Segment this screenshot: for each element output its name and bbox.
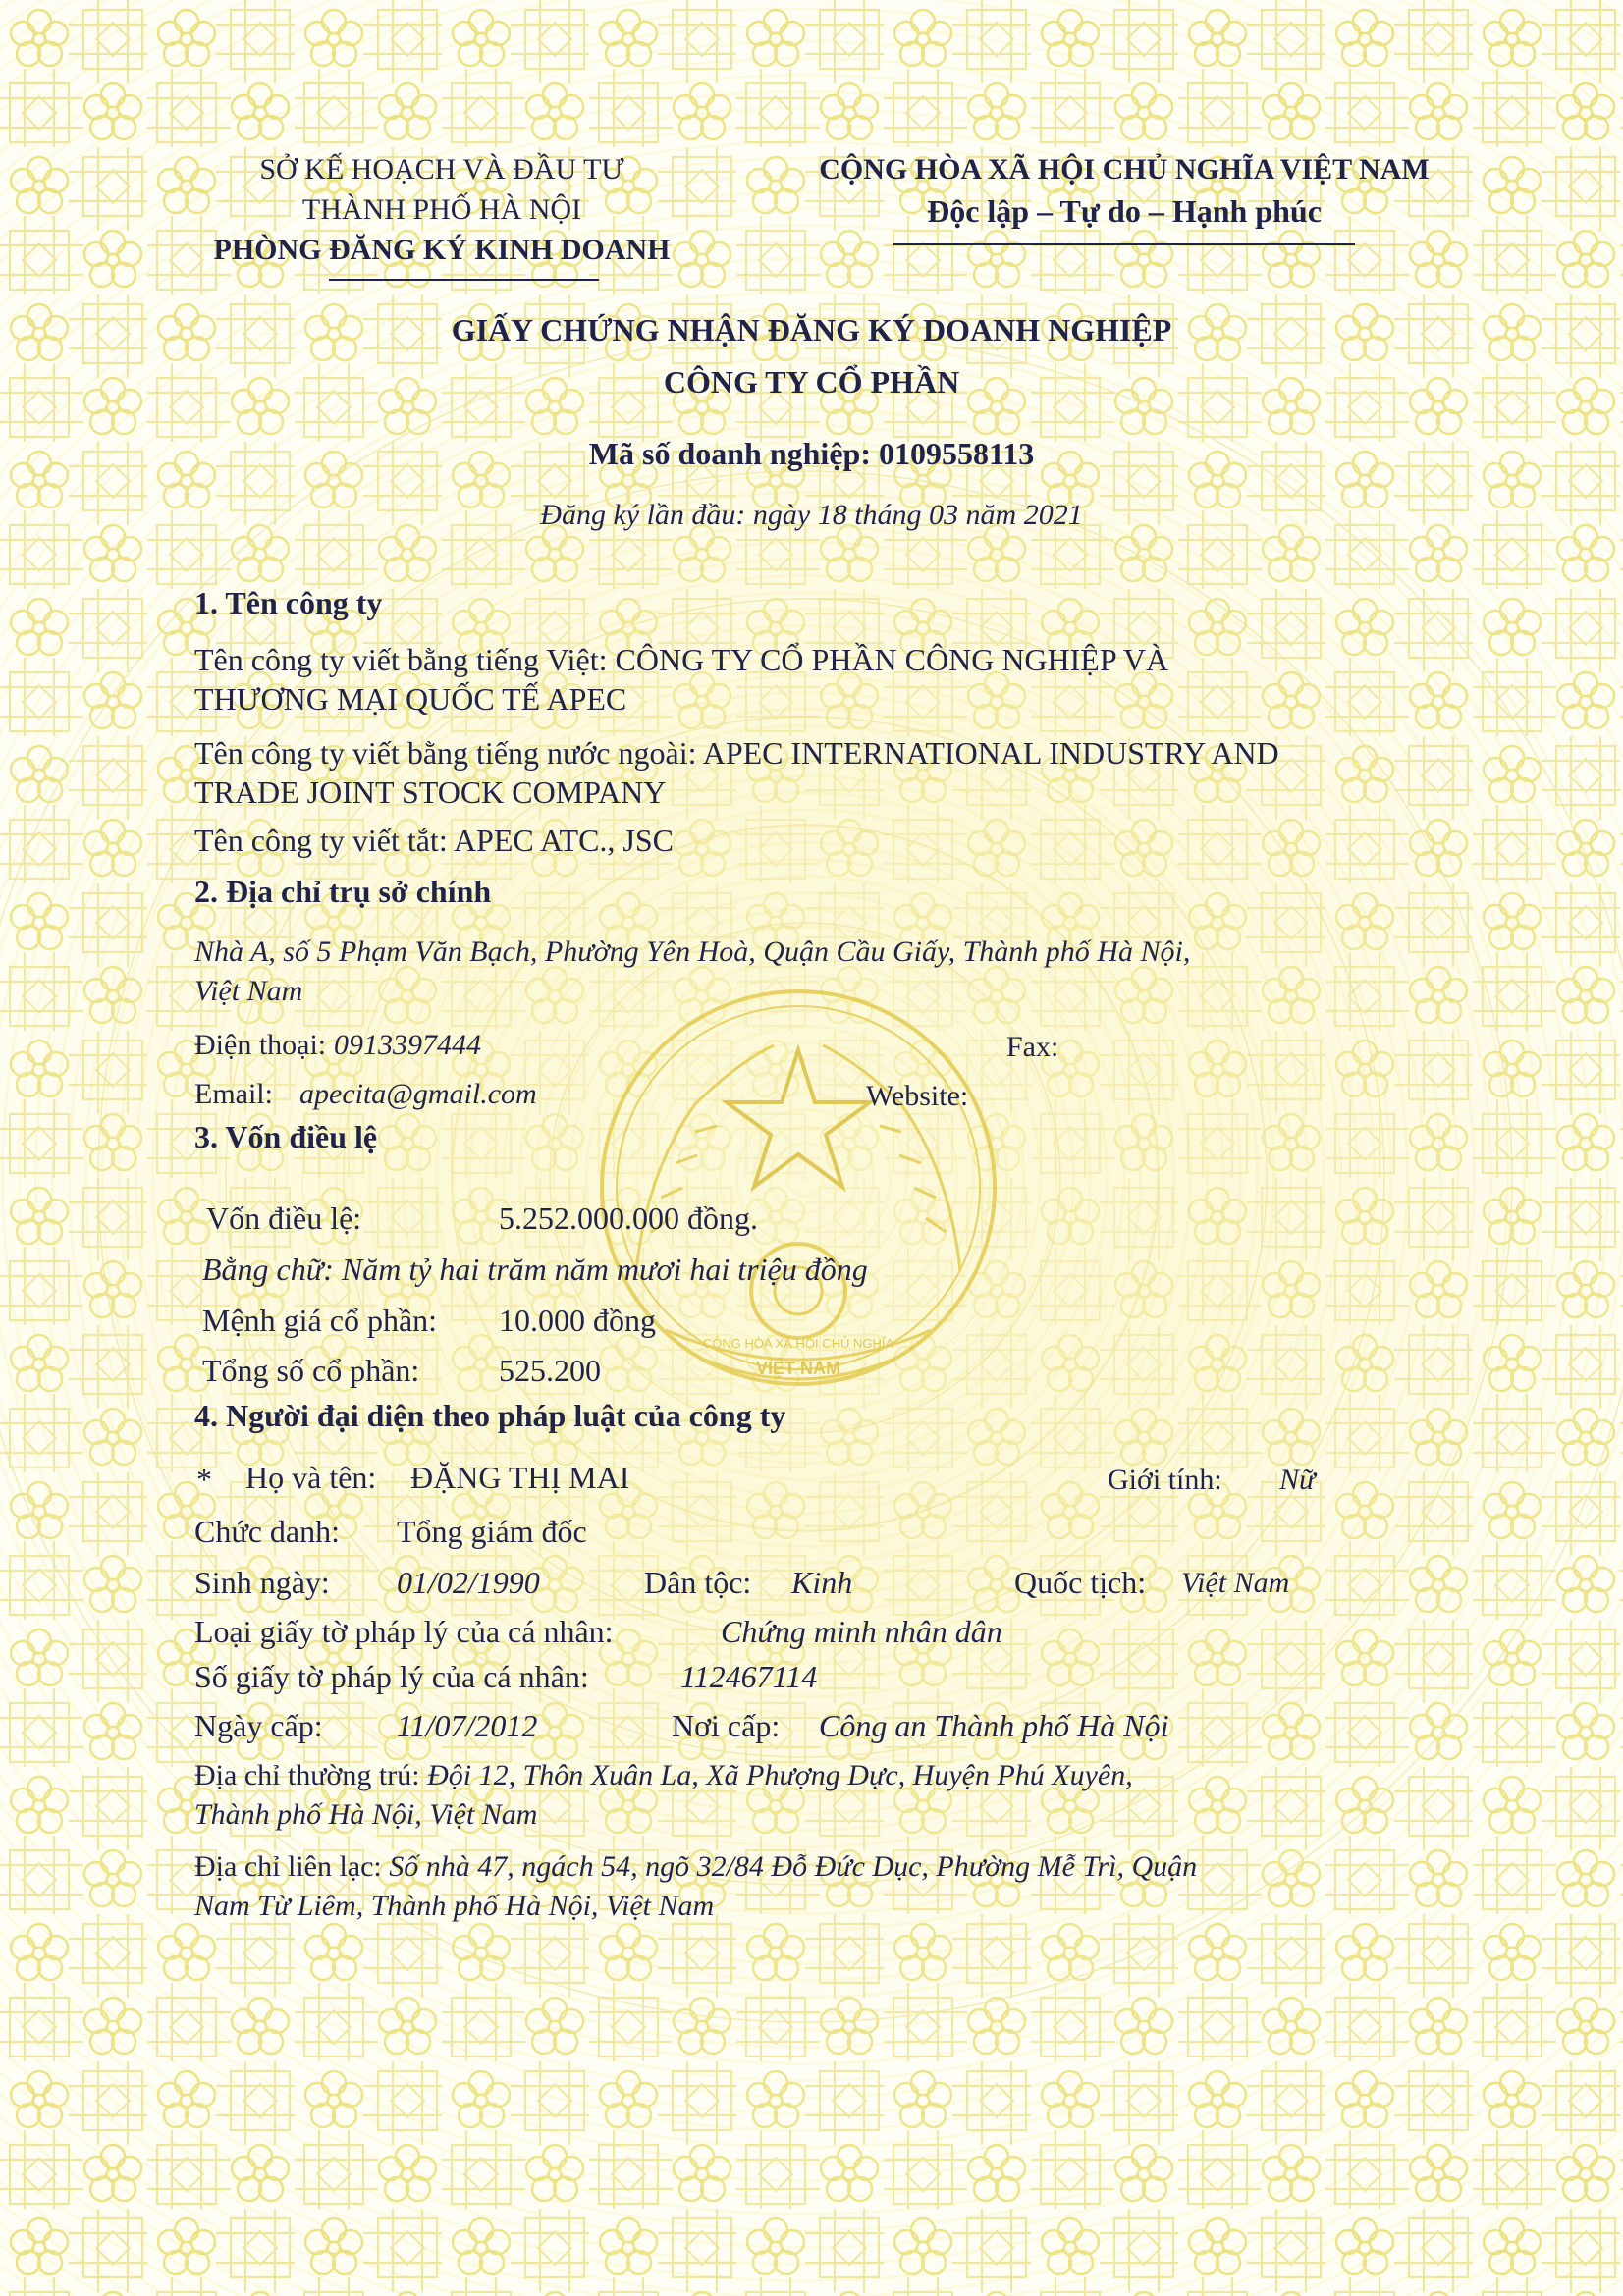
id-type-label: Loại giấy tờ pháp lý của cá nhân: <box>194 1614 614 1649</box>
enterprise-code-label: Mã số doanh nghiệp: <box>588 436 871 471</box>
email-label: Email: <box>194 1078 273 1110</box>
permanent-address <box>194 1759 1133 1792</box>
section-3-heading: 3. Vốn điều lệ <box>194 1119 378 1154</box>
dob-value: 01/02/1990 <box>397 1565 540 1600</box>
id-type-value: Chứng minh nhân dân <box>721 1614 1002 1649</box>
id-number-label: Số giấy tờ pháp lý của cá nhân: <box>194 1659 589 1694</box>
motto-underline <box>893 243 1355 245</box>
capital-in-words: Bằng chữ: Năm tỷ hai trăm năm mươi hai triệu đồng <box>202 1252 868 1287</box>
enterprise-code-value: 0109558113 <box>878 436 1035 471</box>
charter-capital-label: Vốn điều lệ: <box>206 1201 362 1236</box>
contact-address-line-1: Số nhà 47, ngách 54, ngõ 32/84 Đỗ Đức Dục, Phường Mễ Trì, Quận <box>389 1850 1198 1883</box>
foreign-name-line-1: Tên công ty viết bằng tiếng nước ngoài: APEC INTERNATIONAL INDUSTRY AND <box>194 735 1279 771</box>
head-office-address-line-1: Nhà A, số 5 Phạm Văn Bạch, Phường Yên Hoà, Quận Cầu Giấy, Thành phố Hà Nội, <box>194 935 1191 968</box>
gender-value: Nữ <box>1279 1464 1316 1496</box>
par-value-label: Mệnh giá cổ phần: <box>202 1303 438 1338</box>
agency-underline <box>329 279 599 281</box>
emblem-ribbon-text: VIỆT NAM <box>755 1359 841 1378</box>
dob-label: Sinh ngày: <box>194 1565 330 1600</box>
permanent-address-line-1: Đội 12, Thôn Xuân La, Xã Phượng Dực, Huyện Phú Xuyên, <box>427 1759 1133 1791</box>
agency-line-3: PHÒNG ĐĂNG KÝ KINH DOANH <box>213 234 671 266</box>
id-number-value: 112467114 <box>680 1659 818 1694</box>
fax-label: Fax: <box>1006 1031 1059 1063</box>
total-shares: 525.200 <box>499 1353 601 1388</box>
website-label: Website: <box>866 1080 969 1112</box>
phone-value: 0913397444 <box>334 1029 481 1061</box>
certificate-title: GIẤY CHỨNG NHẬN ĐĂNG KÝ DOANH NGHIỆP <box>451 312 1172 347</box>
total-shares-label: Tổng số cổ phần: <box>202 1353 420 1388</box>
contact-address <box>194 1850 1197 1884</box>
nation-motto: Độc lập – Tự do – Hạnh phúc <box>927 193 1322 229</box>
phone-label: Điện thoại: <box>194 1029 327 1061</box>
vietnamese-name-line-2: THƯƠNG MẠI QUỐC TẾ APEC <box>194 681 627 717</box>
charter-capital-value: 5.252.000.000 đồng. <box>499 1201 758 1236</box>
enterprise-code <box>0 436 1623 472</box>
email-value: apecita@gmail.com <box>299 1078 537 1110</box>
nationality-label: Quốc tịch: <box>1014 1565 1147 1600</box>
issue-date-label: Ngày cấp: <box>194 1708 323 1743</box>
agency-line-2: THÀNH PHỐ HÀ NỘI <box>301 193 582 226</box>
nationality-value: Việt Nam <box>1181 1567 1290 1599</box>
certificate-subtitle: CÔNG TY CỔ PHẦN <box>663 364 960 400</box>
section-4-heading: 4. Người đại diện theo pháp luật của công ty <box>194 1398 786 1433</box>
nation-title: CỘNG HÒA XÃ HỘI CHỦ NGHĨA VIỆT NAM <box>819 153 1430 186</box>
ethnicity-value: Kinh <box>791 1565 853 1600</box>
section-2-heading: 2. Địa chỉ trụ sở chính <box>194 874 492 909</box>
first-registration: Đăng ký lần đầu: ngày 18 tháng 03 năm 2021 <box>540 499 1083 531</box>
issue-date-value: 11/07/2012 <box>397 1708 538 1743</box>
foreign-name-line-2: TRADE JOINT STOCK COMPANY <box>194 774 667 810</box>
bullet: * <box>196 1462 212 1497</box>
section-1-heading: 1. Tên công ty <box>194 585 383 620</box>
contact-address-line-2: Nam Từ Liêm, Thành phố Hà Nội, Việt Nam <box>194 1890 715 1922</box>
star-icon <box>727 1050 870 1187</box>
name-label: Họ và tên: <box>245 1460 377 1495</box>
ethnicity-label: Dân tộc: <box>644 1565 752 1600</box>
par-value: 10.000 đồng <box>499 1303 656 1338</box>
gender-label: Giới tính: <box>1108 1464 1222 1496</box>
contact-address-label: Địa chỉ liên lạc: <box>194 1850 382 1883</box>
head-office-address-line-2: Việt Nam <box>194 975 303 1007</box>
representative-name: ĐẶNG THỊ MAI <box>410 1460 630 1495</box>
national-emblem <box>568 977 1029 1418</box>
issue-place-label: Nơi cấp: <box>672 1708 781 1743</box>
position-label: Chức danh: <box>194 1514 340 1549</box>
agency-line-1: SỞ KẾ HOẠCH VÀ ĐẦU TƯ <box>259 153 624 186</box>
emblem-ring-text: CỘNG HÒA XÃ HỘI CHỦ NGHĨA <box>702 1336 894 1351</box>
short-name: Tên công ty viết tắt: APEC ATC., JSC <box>194 823 675 858</box>
issue-place-value: Công an Thành phố Hà Nội <box>819 1708 1169 1743</box>
permanent-address-line-2: Thành phố Hà Nội, Việt Nam <box>194 1798 538 1831</box>
position-value: Tổng giám đốc <box>397 1514 587 1549</box>
vietnamese-name-line-1: Tên công ty viết bằng tiếng Việt: CÔNG TY CỔ PHẦN CÔNG NGHIỆP VÀ <box>194 642 1169 677</box>
permanent-address-label: Địa chỉ thường trú: <box>194 1759 420 1791</box>
